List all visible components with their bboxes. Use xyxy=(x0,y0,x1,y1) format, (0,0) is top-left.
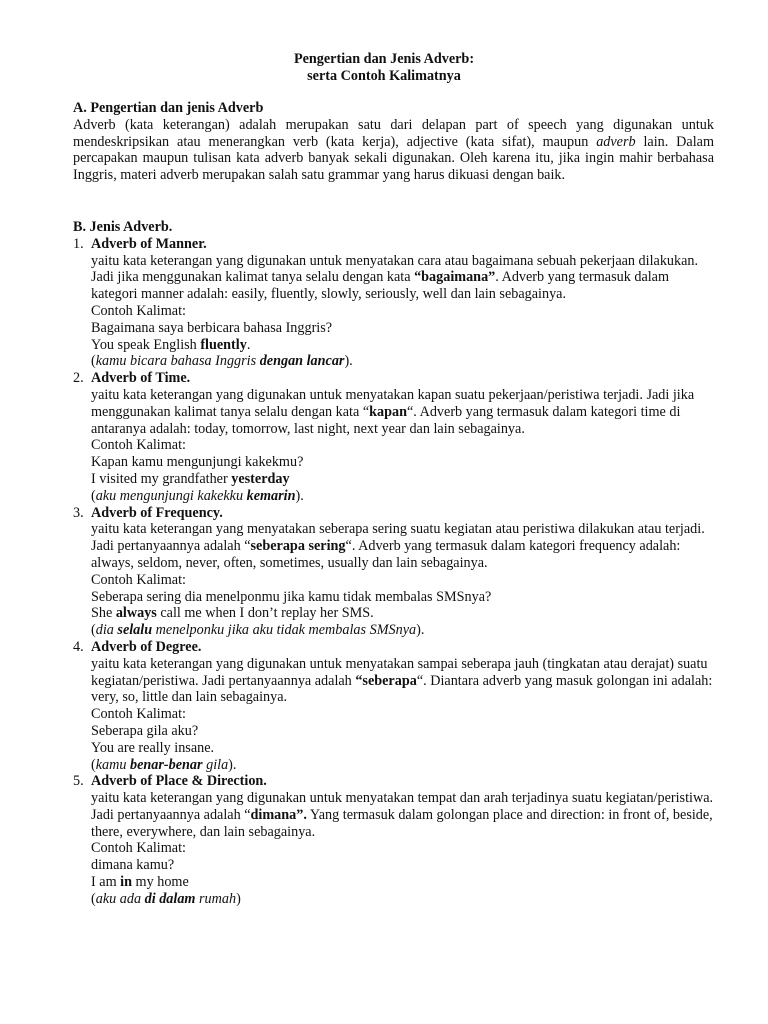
example-label: Contoh Kalimat: xyxy=(91,302,186,319)
item-name: Adverb of Manner. xyxy=(91,235,207,252)
item-number: 3. xyxy=(73,504,84,521)
adverb-item-degree xyxy=(73,639,714,773)
example-label: Contoh Kalimat: xyxy=(91,706,186,723)
example-translation: (dia selalu menelponku jika aku tidak membalas SMSnya). xyxy=(91,622,425,639)
example-answer: I visited my grandfather yesterday xyxy=(91,470,290,487)
item-number: 4. xyxy=(73,638,84,655)
example-question: Bagaimana saya berbicara bahasa Inggris? xyxy=(91,319,333,336)
item-number: 5. xyxy=(73,773,84,790)
adverb-item-manner xyxy=(73,236,714,370)
adverb-item-frequency xyxy=(73,505,714,639)
example-label: Contoh Kalimat: xyxy=(91,840,186,857)
item-name: Adverb of Place & Direction. xyxy=(91,773,267,790)
example-label: Contoh Kalimat: xyxy=(91,437,186,454)
section-a xyxy=(73,100,714,184)
section-a-heading: A. Pengertian dan jenis Adverb xyxy=(73,100,264,116)
section-b xyxy=(73,219,714,908)
item-name: Adverb of Frequency. xyxy=(91,504,223,521)
adverb-item-place-direction xyxy=(73,773,714,907)
example-question: Seberapa gila aku? xyxy=(91,722,199,739)
item-description: yaitu kata keterangan yang digunakan untuk menyatakan tempat dan arah terjadinya suatu kegiatan/peristiwa. Jadi pertanyaannya adalah “dimana”. Yang termasuk dalam golongan place and direction: in front of, beside, there, everywhere, dan lain sebagainya. xyxy=(91,790,714,840)
example-answer: You speak English fluently. xyxy=(91,336,251,353)
example-answer: She always call me when I don’t replay her SMS. xyxy=(91,605,374,622)
example-label: Contoh Kalimat: xyxy=(91,571,186,588)
item-name: Adverb of Degree. xyxy=(91,638,202,655)
example-answer: You are really insane. xyxy=(91,739,215,756)
section-a-paragraph: Adverb (kata keterangan) adalah merupakan satu dari delapan part of speech yang digunakan untuk mendeskripsikan atau menerangkan verb (kata kerja), adjective (kata sifat), maupun adverb lain. Dalam percapakan maupun tulisan kata adverb banyak sekali digunakan. Oleh karena itu, jika ingin mahir berbahasa Inggris, materi adverb merupakan salah satu grammar yang harus dikuasi dengan baik. xyxy=(73,116,715,184)
item-description: yaitu kata keterangan yang digunakan untuk menyatakan cara atau bagaimana sebuah pekerjaan dilakukan. Jadi jika menggunakan kalimat tanya selalu dengan kata “bagaimana”. Adverb yang termasuk dalam kategori manner adalah: easily, fluently, slowly, seriously, well dan lain sebagainya. xyxy=(91,252,699,303)
item-description: yaitu kata keterangan yang digunakan untuk menyatakan kapan suatu pekerjaan/peristiwa terjadi. Jadi jika menggunakan kalimat tanya selalu dengan kata “kapan“. Adverb yang termasuk dalam kategori time di antaranya adalah: today, tomorrow, last night, next year dan lain sebagainya. xyxy=(91,386,695,437)
example-translation: (aku mengunjungi kakekku kemarin). xyxy=(91,487,304,504)
title-line-2: serta Contoh Kalimatnya xyxy=(307,68,461,84)
item-description: yaitu kata keterangan yang menyatakan seberapa sering suatu kegiatan atau peristiwa dilakukan atau terjadi. Jadi pertanyaannya adalah “seberapa sering“. Adverb yang termasuk dalam kategori frequency adalah: always, seldom, never, often, sometimes, usually dan lain sebagainya. xyxy=(91,521,705,571)
example-translation: (aku ada di dalam rumah) xyxy=(91,890,241,907)
item-number: 1. xyxy=(73,235,84,252)
section-b-heading: B. Jenis Adverb. xyxy=(73,219,173,235)
adverb-item-time xyxy=(73,370,714,504)
item-description: yaitu kata keterangan yang digunakan untuk menyatakan sampai seberapa jauh (tingkatan atau derajat) suatu kegiatan/peristiwa. Jadi pertanyaannya adalah “seberapa“. Diantara adverb yang masuk golongan ini adalah: very, so, little dan lain sebagainya. xyxy=(91,655,713,706)
example-translation: (kamu bicara bahasa Inggris dengan lancar). xyxy=(91,353,353,370)
example-question: dimana kamu? xyxy=(91,857,175,874)
document-title xyxy=(0,51,768,85)
item-number: 2. xyxy=(73,370,84,387)
example-answer: I am in my home xyxy=(91,874,189,891)
example-question: Kapan kamu mengunjungi kakekmu? xyxy=(91,454,304,471)
example-translation: (kamu benar-benar gila). xyxy=(91,756,237,773)
item-name: Adverb of Time. xyxy=(91,370,191,387)
example-question: Seberapa sering dia menelponmu jika kamu tidak membalas SMSnya? xyxy=(91,588,492,605)
title-line-1: Pengertian dan Jenis Adverb: xyxy=(293,51,475,67)
